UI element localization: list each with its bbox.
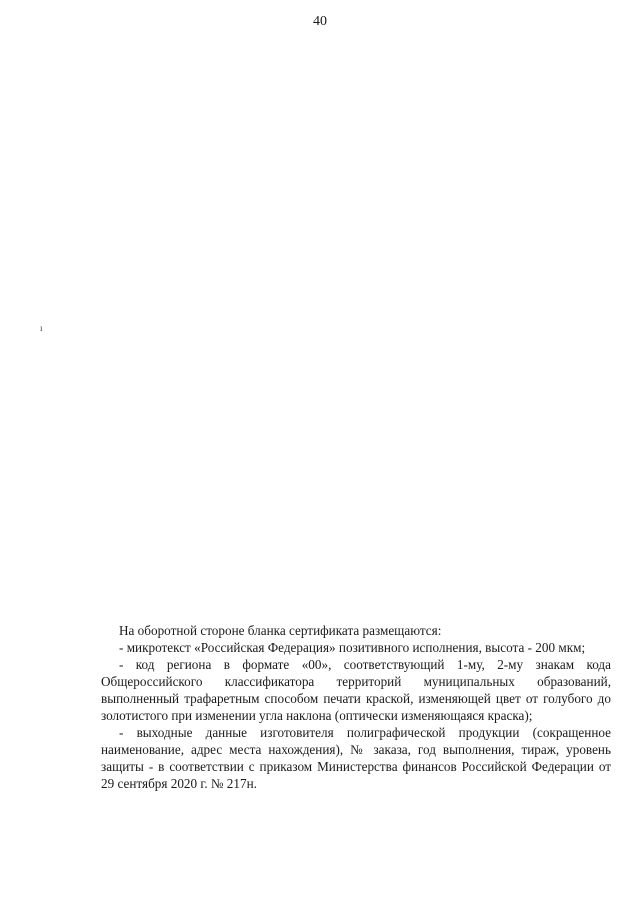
stray-mark: ı: [40, 323, 43, 333]
document-body: [101, 622, 611, 792]
list-item-region-code: - код региона в формате «00», соответствующий 1-му, 2-му знакам кода Общероссийского классификатора территорий муниципальных образований, выполненный трафаретным способом печати краской, изменяющей цвет от голубого до золотистого при изменении угла наклона (оптически изменяющаяся краска);: [101, 657, 611, 723]
page-number: 40: [313, 14, 327, 29]
list-item-microtext: - микротекст «Российская Федерация» позитивного исполнения, высота - 200 мкм;: [119, 640, 586, 655]
list-item-manufacturer-data: - выходные данные изготовителя полиграфической продукции (сокращенное наименование, адрес места нахождения), № заказа, год выполнения, тираж, уровень защиты - в соответствии с приказом Министерства финансов Российской Федерации от 29 сентября 2020 г. № 217н.: [101, 725, 611, 791]
intro-paragraph: На оборотной стороне бланка сертификата размещаются:: [119, 623, 442, 638]
